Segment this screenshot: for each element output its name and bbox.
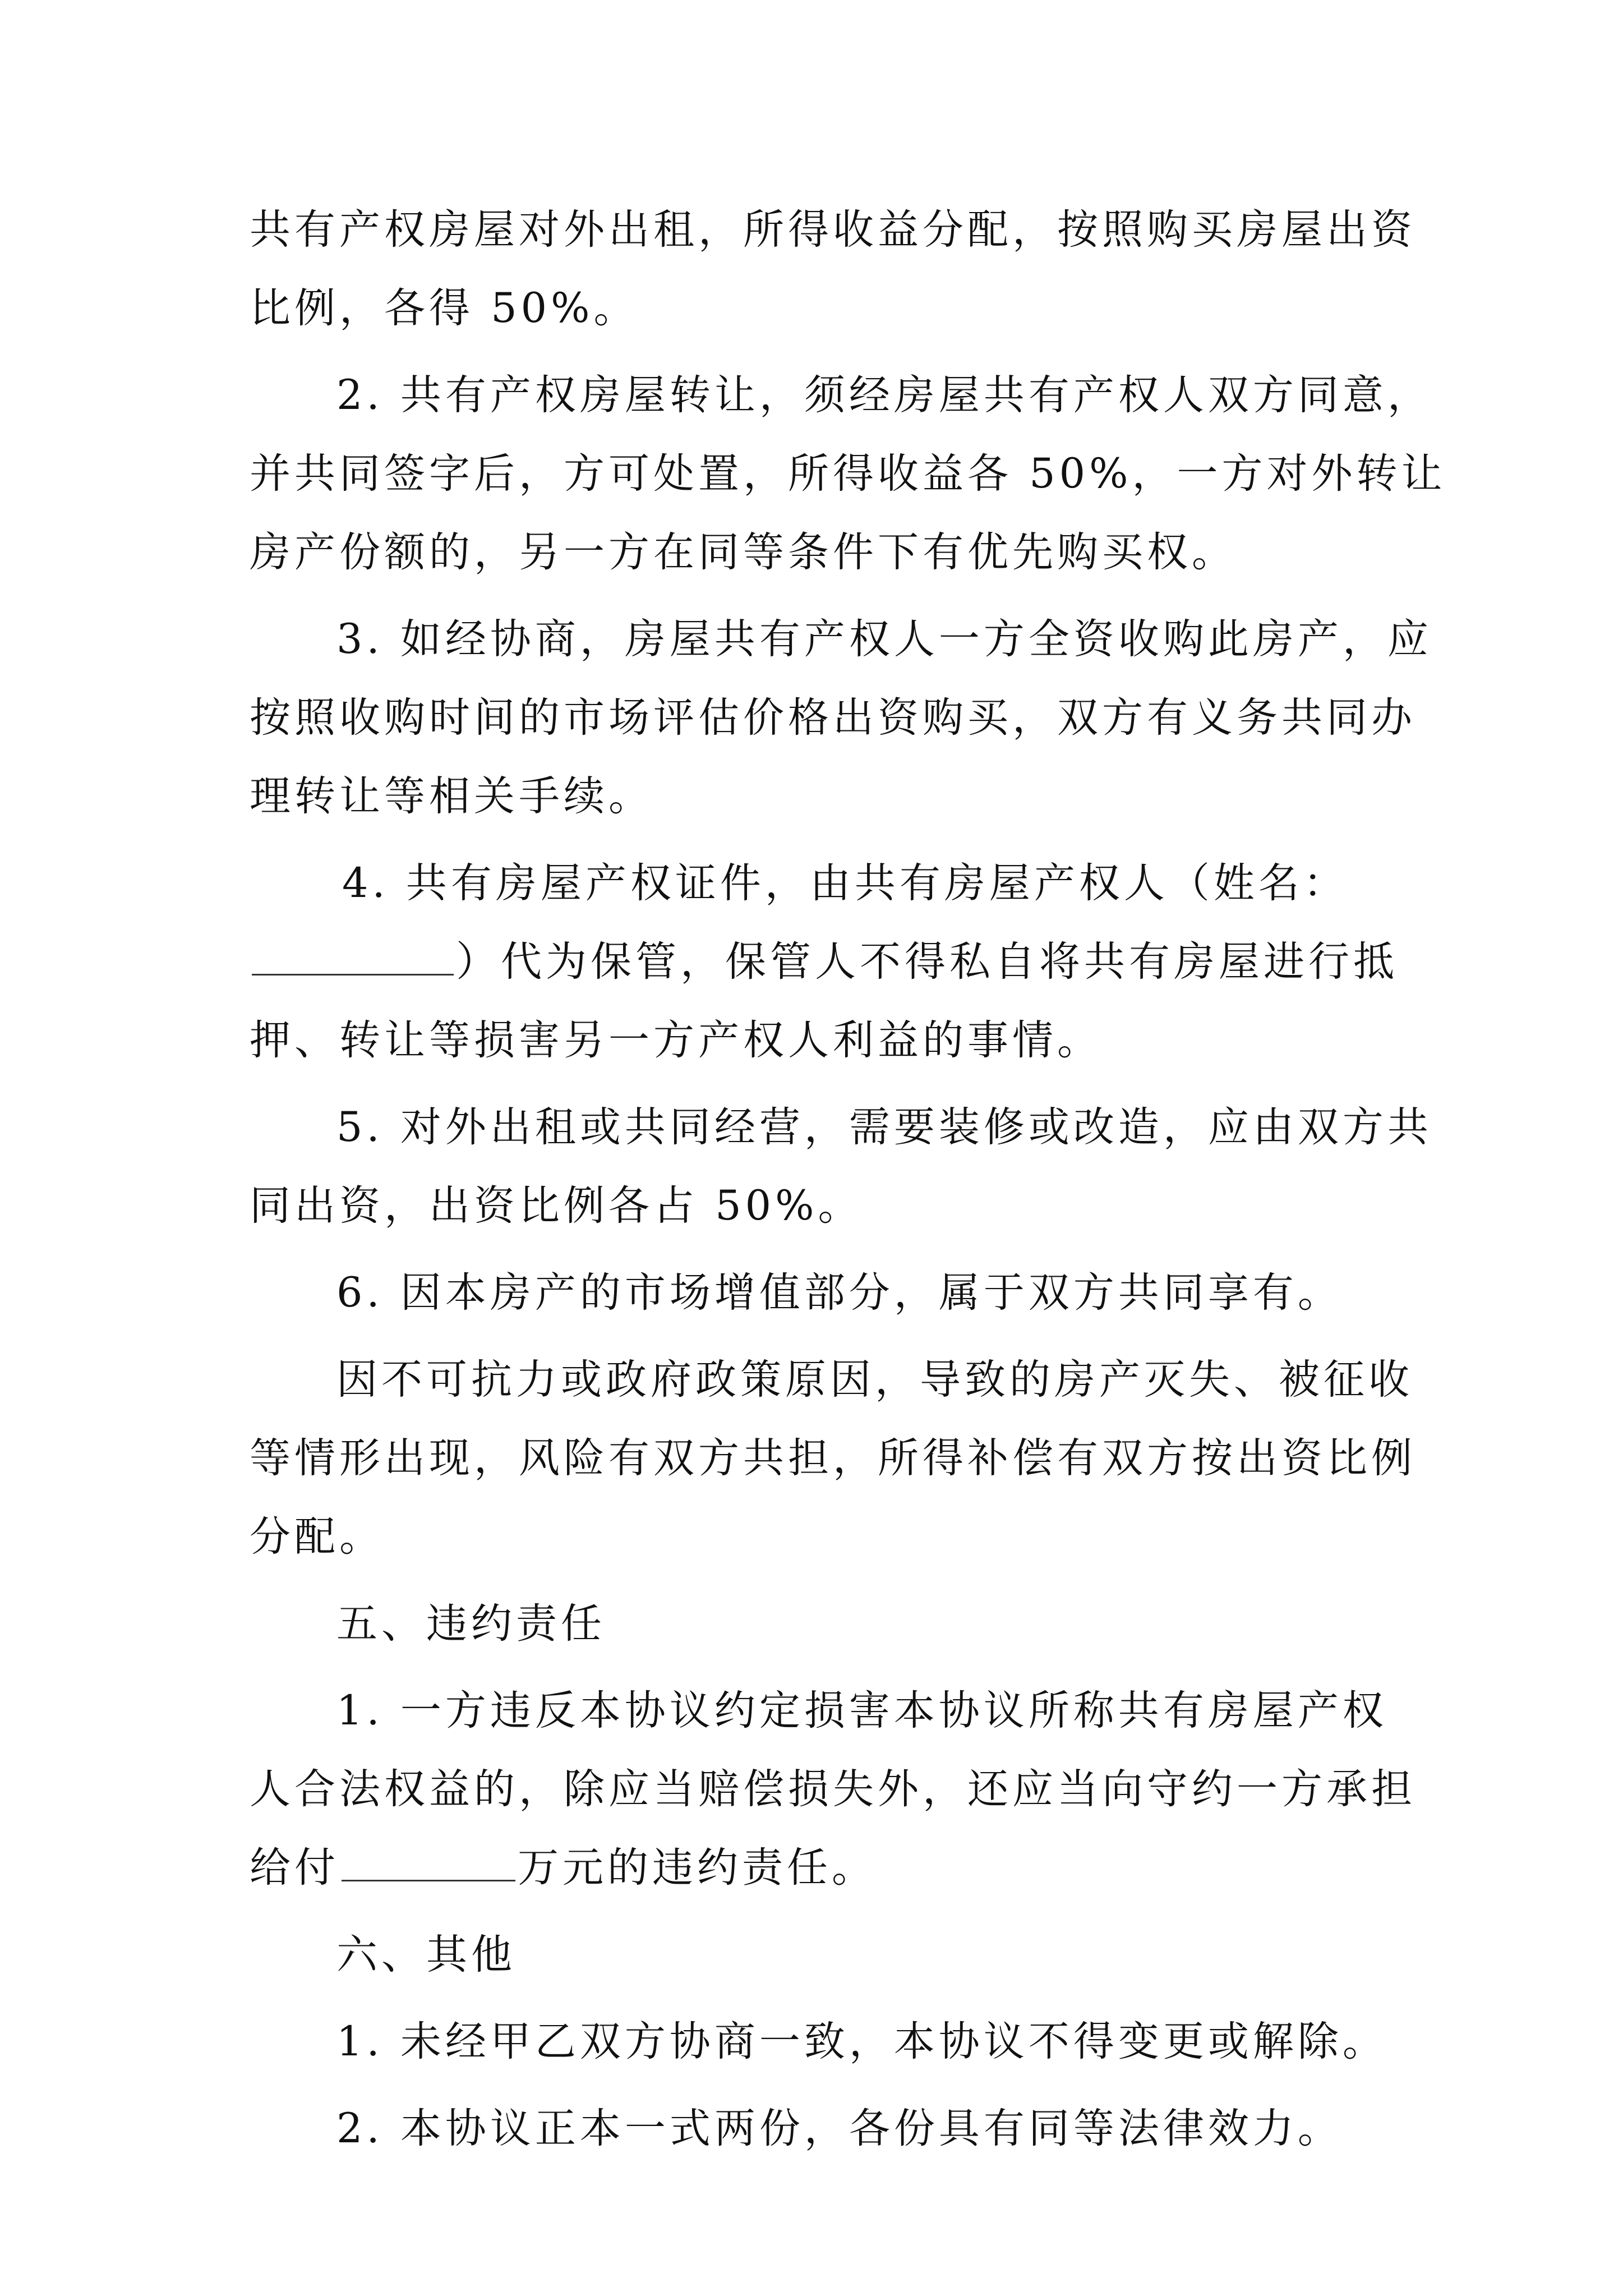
paragraph-line: 房产份额的，另一方在同等条件下有优先购买权。 [250, 528, 1237, 576]
paragraph-line: 共有产权房屋对外出租，所得收益分配，按照购买房屋出资 [250, 206, 1416, 254]
paragraph-line: 人合法权益的，除应当赔偿损失外，还应当向守约一方承担 [250, 1765, 1416, 1813]
other-clause-1-line: 1. 未经甲乙双方协商一致，本协议不得变更或解除。 [336, 2018, 1387, 2065]
other-clause-2-line: 2. 本协议正本一式两份，各份具有同等法律效力。 [336, 2105, 1343, 2152]
paragraph-line: 等情形出现，风险有双方共担，所得补偿有双方按出资比例 [250, 1434, 1416, 1482]
paragraph-line-with-blank [250, 923, 1399, 1001]
paragraph-text: 给付 [250, 1844, 339, 1892]
section-heading-other: 六、其他 [336, 1931, 516, 1978]
paragraph-line: 并共同签字后，方可处置，所得收益各 50%，一方对外转让 [250, 450, 1446, 498]
paragraph-line: 押、转让等损害另一方产权人利益的事情。 [250, 1016, 1102, 1064]
paragraph-line: 按照收购时间的市场评估价格出资购买，双方有义务共同办 [250, 694, 1416, 742]
paragraph-line-with-blank [250, 1829, 1399, 1907]
paragraph-text: 万元的违约责任。 [518, 1844, 877, 1892]
paragraph-line: 理转让等相关手续。 [250, 772, 653, 820]
paragraph-text: ）代为保管，保管人不得私自将共有房屋进行抵 [456, 938, 1398, 986]
section-heading-breach: 五、违约责任 [336, 1600, 606, 1648]
clause-5-line: 5. 对外出租或共同经营，需要装修或改造，应由双方共 [336, 1103, 1432, 1151]
paragraph-line: 因不可抗力或政府政策原因，导致的房产灭失、被征收 [336, 1356, 1413, 1404]
clause-3-line: 3. 如经协商，房屋共有产权人一方全资收购此房产，应 [336, 615, 1432, 663]
clause-2-line: 2. 共有产权房屋转让，须经房屋共有产权人双方同意， [336, 371, 1432, 419]
penalty-amount-blank[interactable] [342, 1841, 515, 1881]
paragraph-line: 分配。 [250, 1513, 384, 1561]
breach-clause-1-line: 1. 一方违反本协议约定损害本协议所称共有房屋产权 [336, 1687, 1387, 1734]
clause-6-line: 6. 因本房产的市场增值部分，属于双方共同享有。 [336, 1269, 1343, 1317]
paragraph-line: 比例，各得 50%。 [250, 284, 639, 332]
paragraph-line: 同出资，出资比例各占 50%。 [250, 1182, 863, 1230]
custodian-name-blank[interactable] [252, 935, 454, 976]
clause-4-line: 4. 共有房屋产权证件，由共有房屋产权人（姓名： [342, 859, 1348, 907]
